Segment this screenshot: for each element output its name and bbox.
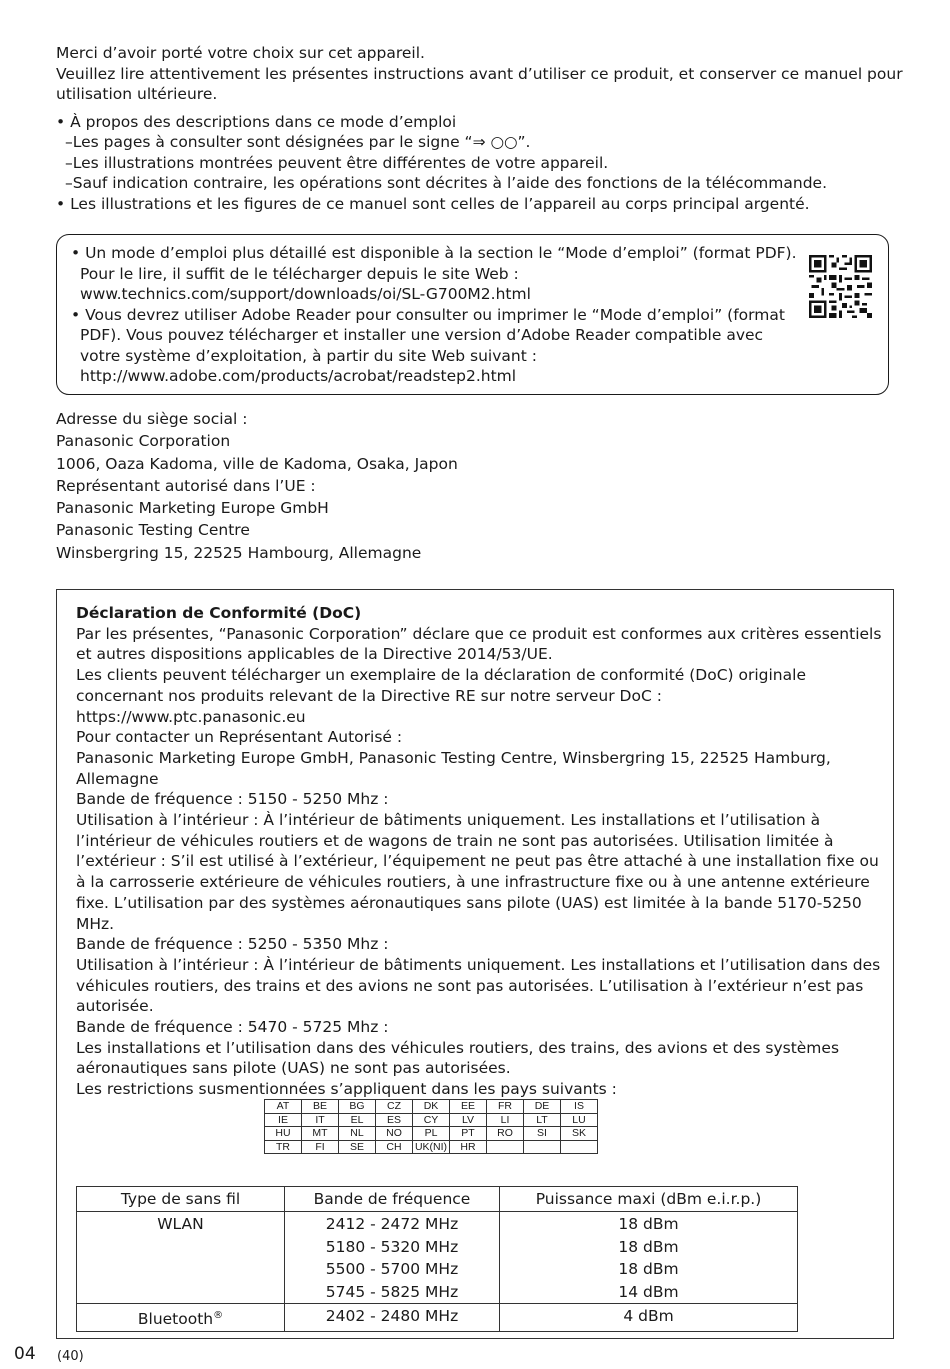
doc-text — [76, 603, 884, 1100]
column-header-type: Type de sans fil — [77, 1187, 285, 1212]
address-block — [56, 408, 458, 564]
pdf-note-item-manual: • Un mode d’emploi plus détaillé est disponible à la section le “Mode d’emploi” (format PDF). Pour le lire, il suffit de le télécharger depuis le site Web : www.technics.com/support/downloads/oi/SL-G700M2.html — [71, 244, 797, 303]
intro-sub-illustrations: –Les illustrations montrées peuvent être différentes de votre appareil. — [65, 153, 609, 172]
intro-bullet-figures: • Les illustrations et les figures de ce manuel sont celles de l’appareil au corps principal argenté. — [56, 194, 810, 213]
address-line: Panasonic Marketing Europe GmbH — [56, 499, 329, 518]
address-line: Représentant autorisé dans l’UE : — [56, 476, 316, 495]
country-code: LU — [561, 1113, 598, 1127]
wlan-band: 5500 - 5700 MHz — [325, 1260, 459, 1278]
table-row — [265, 1127, 598, 1141]
pdf-note-text — [71, 243, 801, 387]
country-code: SE — [339, 1140, 376, 1154]
bluetooth-power: 4 dBm — [500, 1304, 798, 1332]
doc-server-url: https://www.ptc.panasonic.eu — [76, 707, 306, 726]
column-header-power: Puissance maxi (dBm e.i.r.p.) — [500, 1187, 798, 1212]
country-code: RO — [487, 1127, 524, 1141]
bluetooth-type-cell — [77, 1304, 285, 1332]
doc-heading: Déclaration de Conformité (DoC) — [76, 604, 362, 622]
intro-read-instructions: Veuillez lire attentivement les présentes instructions avant d’utiliser ce produit, et conserver ce manuel pour utilisation ultérieure. — [56, 64, 903, 103]
doc-paragraph: Utilisation à l’intérieur : À l’intérieur de bâtiments uniquement. Les installations et l’utilisation à l’intérieur de véhicules routiers et de wagons de train ne sont pas autorisées. Utilisation limitée à l’extérieur : S’il est utilisé à l’extérieur, l’équipement ne peut pas être attaché à une installation fixe ou à la carrosserie extérieure de véhicules routiers, à une infrastructure fixe ou à une antenne extérieure fixe. L’utilisation par des systèmes aéronautiques sans pilote (UAS) est limitée à la bande 5170-5250 MHz. — [76, 811, 879, 933]
country-code: FI — [302, 1140, 339, 1154]
country-code: FR — [487, 1100, 524, 1114]
address-line: Panasonic Testing Centre — [56, 521, 250, 540]
table-row — [77, 1212, 798, 1304]
country-code — [524, 1140, 561, 1154]
doc-paragraph: Par les présentes, “Panasonic Corporation” déclare que ce produit est conformes aux critères essentiels et autres dispositions applicables de la Directive 2014/53/UE. — [76, 624, 882, 664]
doc-band-heading: Bande de fréquence : 5250 - 5350 Mhz : — [76, 935, 389, 954]
doc-paragraph: Pour contacter un Représentant Autorisé : — [76, 728, 403, 747]
country-code: UK(NI) — [413, 1140, 450, 1154]
country-code: IT — [302, 1113, 339, 1127]
bluetooth-type: Bluetooth — [137, 1310, 214, 1329]
doc-paragraph: Les restrictions susmentionnées s’appliquent dans les pays suivants : — [76, 1080, 617, 1099]
doc-paragraph: Les installations et l’utilisation dans des véhicules routiers, des trains, des avions et des systèmes aéronautiques sans pilote (UAS) ne sont pas autorisées. — [76, 1038, 840, 1078]
table-row — [77, 1304, 798, 1332]
country-code: CH — [376, 1140, 413, 1154]
intro-sub-pages: –Les pages à consulter sont désignées par le signe “⇒ ○○”. — [65, 133, 531, 151]
country-table — [264, 1099, 598, 1154]
bluetooth-band: 2402 - 2480 MHz — [285, 1304, 500, 1332]
pdf-note-item-adobe: • Vous devrez utiliser Adobe Reader pour consulter ou imprimer le “Mode d’emploi” (format PDF). Vous pouvez télécharger et installer une version d’Adobe Reader compatible avec votre système d’exploitation, à partir du site Web suivant : http://www.adobe.com/products/acrobat/readstep2.html — [71, 305, 785, 385]
doc-paragraph: Utilisation à l’intérieur : À l’intérieur de bâtiments uniquement. Les installations et l’utilisation dans des véhicules routiers, des trains et des avions ne sont pas autorisées. L’utilisation à l’extérieur n’est pas autorisée. — [76, 955, 881, 1016]
address-line: Panasonic Corporation — [56, 432, 231, 451]
intro-thanks: Merci d’avoir porté votre choix sur cet appareil. — [56, 44, 425, 62]
radio-spec-table — [76, 1186, 798, 1332]
country-code: HR — [450, 1140, 487, 1154]
country-code: NL — [339, 1127, 376, 1141]
registered-mark: ® — [213, 1310, 224, 1321]
country-code: EE — [450, 1100, 487, 1114]
qr-code-icon — [809, 255, 872, 318]
country-code — [561, 1140, 598, 1154]
address-line: Winsbergring 15, 22525 Hambourg, Allemagne — [56, 543, 422, 562]
wlan-power: 14 dBm — [618, 1282, 679, 1301]
country-code: DE — [524, 1100, 561, 1114]
country-code: PT — [450, 1127, 487, 1141]
wlan-band-cell — [285, 1212, 500, 1304]
country-code: SI — [524, 1127, 561, 1141]
wlan-power: 18 dBm — [618, 1260, 679, 1278]
country-code: PL — [413, 1127, 450, 1141]
wlan-type: WLAN — [157, 1215, 204, 1233]
doc-paragraph: Panasonic Marketing Europe GmbH, Panasonic Testing Centre, Winsbergring 15, 22525 Hamburg, Allemagne — [76, 748, 831, 788]
country-code: LV — [450, 1113, 487, 1127]
wlan-band: 5180 - 5320 MHz — [325, 1237, 459, 1256]
wlan-power: 18 dBm — [618, 1237, 679, 1256]
wlan-type-cell — [77, 1212, 285, 1304]
country-code — [487, 1140, 524, 1154]
table-row — [265, 1113, 598, 1127]
country-code: SK — [561, 1127, 598, 1141]
column-header-band: Bande de fréquence — [285, 1187, 500, 1212]
country-code: MT — [302, 1127, 339, 1141]
country-code: TR — [265, 1140, 302, 1154]
country-code: LI — [487, 1113, 524, 1127]
address-line: 1006, Oaza Kadoma, ville de Kadoma, Osaka, Japon — [56, 454, 458, 473]
country-code: EL — [339, 1113, 376, 1127]
doc-band-heading: Bande de fréquence : 5470 - 5725 Mhz : — [76, 1018, 389, 1037]
wlan-power: 18 dBm — [618, 1215, 679, 1233]
page-number: 04 — [14, 1344, 36, 1364]
doc-paragraph: Les clients peuvent télécharger un exemplaire de la déclaration de conformité (DoC) originale concernant nos produits relevant de la Directive RE sur notre serveur DoC : — [76, 666, 806, 705]
table-header-row — [77, 1187, 798, 1212]
country-code: DK — [413, 1100, 450, 1114]
intro-bullet-descriptions: • À propos des descriptions dans ce mode d’emploi — [56, 112, 457, 131]
country-code: ES — [376, 1113, 413, 1127]
address-line: Adresse du siège social : — [56, 410, 248, 428]
country-code: CZ — [376, 1100, 413, 1114]
country-code: AT — [265, 1100, 302, 1114]
wlan-band: 2412 - 2472 MHz — [325, 1215, 459, 1233]
country-code: HU — [265, 1127, 302, 1141]
country-code: IE — [265, 1113, 302, 1127]
table-row — [265, 1100, 598, 1114]
page-number-secondary: (40) — [57, 1349, 84, 1364]
country-code: CY — [413, 1113, 450, 1127]
table-row — [265, 1140, 598, 1154]
wlan-band: 5745 - 5825 MHz — [325, 1282, 459, 1301]
country-code: BE — [302, 1100, 339, 1114]
country-code: BG — [339, 1100, 376, 1114]
country-code: NO — [376, 1127, 413, 1141]
country-code: LT — [524, 1113, 561, 1127]
doc-band-heading: Bande de fréquence : 5150 - 5250 Mhz : — [76, 790, 389, 809]
wlan-power-cell — [500, 1212, 798, 1304]
country-code: IS — [561, 1100, 598, 1114]
intro-sub-remote: –Sauf indication contraire, les opérations sont décrites à l’aide des fonctions de la télécommande. — [65, 174, 827, 192]
intro-section — [56, 43, 906, 214]
